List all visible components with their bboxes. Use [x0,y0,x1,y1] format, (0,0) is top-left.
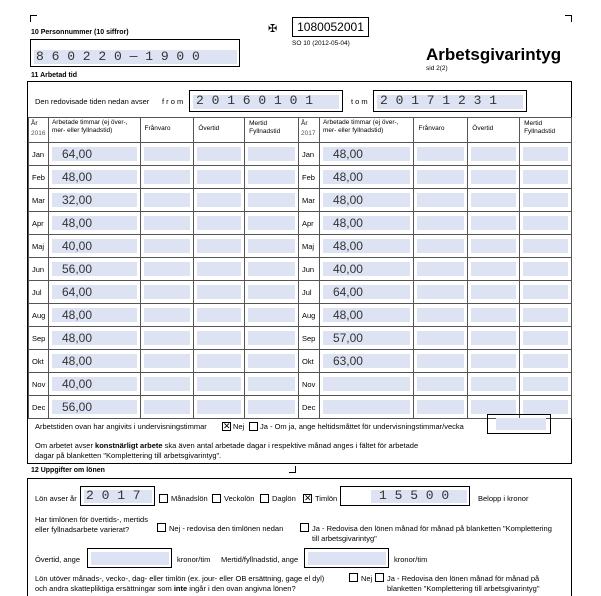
table-row [29,304,299,327]
q2-line2: och andra skattepliktiga ersättningar som inte ingår i den ovan angivna lönen? [35,584,296,593]
hourly-salary-checkbox[interactable]: ✕ [304,493,312,503]
hours-cell[interactable]: 48,00 [319,235,414,258]
absence-cell[interactable] [414,350,468,373]
month-label: Apr [29,212,49,235]
teaching-text: Arbetstiden ovan har angivits i undervisningstimmar [35,422,207,431]
year-2017: 2017 [301,129,316,137]
overtime-cell[interactable] [194,212,245,235]
corner-mark-bottom [289,466,296,473]
artistic-work-text-line2: dagar på blanketten "Komplettering till arbetsgivarintyg". [35,451,222,460]
table-row [29,373,299,396]
absence-cell[interactable] [140,258,194,281]
teaching-hours-highlight [496,418,546,430]
hours-cell[interactable]: 48,00 [319,166,414,189]
q1-nej-checkbox[interactable] [157,523,166,532]
teaching-nej-label: Nej [233,422,245,431]
overtime-rate-label: Övertid, ange [35,555,81,564]
hours-cell[interactable]: 56,00 [48,258,140,281]
extra-time-cell[interactable] [245,327,299,350]
absence-cell[interactable] [414,373,468,396]
q2-ja-checkbox[interactable] [375,573,384,582]
teaching-hours-field[interactable] [487,414,551,434]
extra-time-cell[interactable] [520,304,572,327]
absence-cell[interactable] [140,166,194,189]
month-label: Nov [29,373,49,396]
table-row [29,166,299,189]
absence-cell[interactable] [414,258,468,281]
table-row [299,373,572,396]
weekly-salary-checkbox[interactable] [212,494,221,503]
hours-cell[interactable]: 48,00 [48,327,140,350]
month-label: Maj [29,235,49,258]
absence-header: Frånvaro [414,118,468,143]
extra-time-cell[interactable] [520,212,572,235]
table-row [299,327,572,350]
hours-cell[interactable]: 48,00 [319,143,414,166]
absence-header: Frånvaro [140,118,194,143]
absence-cell[interactable] [140,350,194,373]
absence-cell[interactable] [414,396,468,419]
hours-cell[interactable]: 48,00 [319,212,414,235]
absence-cell[interactable] [414,189,468,212]
hours-cell[interactable]: 32,00 [48,189,140,212]
overtime-cell[interactable] [468,350,520,373]
overtime-rate-highlight [91,552,169,565]
overtime-cell[interactable] [194,235,245,258]
teaching-nej-checkbox[interactable]: ✕ [223,421,231,431]
overtime-cell[interactable] [194,281,245,304]
table-row [299,304,572,327]
amount-field[interactable] [340,486,470,506]
absence-cell[interactable] [140,143,194,166]
extra-time-cell[interactable] [520,166,572,189]
absence-cell[interactable] [140,235,194,258]
extra-time-header: Mertid Fyllnadstid [245,118,299,143]
extra-time-cell[interactable] [245,258,299,281]
month-label: Aug [29,304,49,327]
month-label: Jul [29,281,49,304]
document-number: 1080052001 [297,20,364,34]
extra-time-cell[interactable] [245,373,299,396]
month-label: Mar [299,189,320,212]
daily-salary-label: Daglön [272,494,296,503]
overtime-cell[interactable] [468,189,520,212]
to-date-field[interactable] [373,90,527,112]
hours-cell[interactable]: 48,00 [319,189,414,212]
month-label: Jun [29,258,49,281]
month-label: Nov [299,373,320,396]
overtime-header: Övertid [468,118,520,143]
teaching-ja-checkbox[interactable] [249,422,258,431]
overtime-cell[interactable] [468,258,520,281]
q1-ja-label-line2: till arbetsgivarintyg" [312,534,377,543]
month-label: Jan [29,143,49,166]
to-date-value: 2 0 1 7 1 2 3 1 [380,93,498,108]
corner-mark-top-left [30,15,37,22]
to-label: t o m [351,97,368,106]
extra-time-cell[interactable] [520,235,572,258]
absence-cell[interactable] [414,143,468,166]
q2-line1: Lön utöver månads-, vecko-, dag- eller timlön (ex. jour- eller OB ersättning, gage el dyl) [35,574,325,583]
extra-time-cell[interactable] [520,281,572,304]
extra-time-cell[interactable] [245,212,299,235]
extra-time-cell[interactable] [245,350,299,373]
table-row [299,258,572,281]
overtime-cell[interactable] [194,304,245,327]
overtime-cell[interactable] [194,166,245,189]
table-row [299,166,572,189]
extra-time-cell[interactable] [245,281,299,304]
overtime-cell[interactable] [468,373,520,396]
table-row [299,212,572,235]
extra-time-cell[interactable] [520,373,572,396]
weekly-salary-label: Veckolön [224,494,255,503]
extra-time-cell[interactable] [245,166,299,189]
personnummer-field[interactable] [30,39,240,67]
table-row [29,258,299,281]
form-title: Arbetsgivarintyg [426,45,562,64]
hours-cell[interactable]: 56,00 [48,396,140,419]
extra-time-cell[interactable] [520,350,572,373]
q1-ja-checkbox[interactable] [300,523,309,532]
overtime-cell[interactable] [468,143,520,166]
overtime-rate-field[interactable] [87,548,172,568]
month-label: Aug [299,304,320,327]
overtime-cell[interactable] [194,143,245,166]
month-label: Mar [29,189,49,212]
year-header: År 2017 [299,118,320,143]
month-label: Sep [29,327,49,350]
table-row [299,143,572,166]
q1-nej-label: Nej - redovisa den timlönen nedan [169,524,284,533]
hours-table-2016 [28,117,299,419]
overtime-header: Övertid [194,118,245,143]
table-row [29,235,299,258]
salary-year-label: Lön avser år [35,494,77,503]
extra-rate-label: Mertid/fyllnadstid, ange [221,555,299,564]
table-row [29,212,299,235]
absence-cell[interactable] [140,304,194,327]
overtime-cell[interactable] [468,304,520,327]
daily-salary-checkbox[interactable] [260,494,269,503]
extra-time-cell[interactable] [245,304,299,327]
table-row [299,350,572,373]
hours-cell[interactable]: 48,00 [48,212,140,235]
month-label: Feb [299,166,320,189]
hours-cell[interactable]: 48,00 [48,304,140,327]
overtime-rate-unit: kronor/tim [177,555,211,564]
hourly-salary-label: Timlön [315,494,338,503]
extra-time-cell[interactable] [245,189,299,212]
extra-time-cell[interactable] [520,189,572,212]
month-label: Jan [299,143,320,166]
table-row [299,281,572,304]
table-row [299,189,572,212]
hours-header: Arbetade timmar (ej över-, mer- eller fyllnadstid) [319,118,414,143]
extra-rate-unit: kronor/tim [394,555,428,564]
amount-label: Belopp i kronor [478,494,529,503]
period-text: Den redovisade tiden nedan avser [35,97,150,106]
overtime-cell[interactable] [194,350,245,373]
section-10-label: 10 Personnummer (10 siffror) [31,29,129,36]
absence-cell[interactable] [140,396,194,419]
month-label: Apr [299,212,320,235]
year-header: År 2016 [29,118,49,143]
personnummer-value: 8 6 0 2 2 0 — 1 9 0 0 [36,49,200,64]
extra-time-cell[interactable] [245,235,299,258]
hours-cell[interactable]: 40,00 [48,373,140,396]
section-12-label: 12 Uppgifter om lönen [31,467,105,474]
table-row [29,396,299,419]
absence-cell[interactable] [140,212,194,235]
hours-cell[interactable] [319,396,414,419]
month-label: Okt [29,350,49,373]
table-row [29,281,299,304]
absence-cell[interactable] [414,212,468,235]
monthly-salary-checkbox[interactable] [159,494,168,503]
flag-icon: ✠ [268,23,278,35]
overtime-cell[interactable] [468,212,520,235]
absence-cell[interactable] [414,281,468,304]
extra-rate-field[interactable] [304,548,389,568]
extra-time-cell[interactable] [520,327,572,350]
artistic-work-text: Om arbetet avser konstnärligt arbete ska även antal arbetade dagar i respektive månad anges i fältet för arbetade [35,441,419,450]
overtime-cell[interactable] [468,327,520,350]
salary-year-value: 2 0 1 7 [86,488,141,503]
hours-cell[interactable]: 48,00 [48,166,140,189]
table-row [29,143,299,166]
month-label: Okt [299,350,320,373]
absence-cell[interactable] [140,189,194,212]
absence-cell[interactable] [414,235,468,258]
absence-cell[interactable] [414,327,468,350]
extra-time-cell[interactable] [245,396,299,419]
q1-ja-label: Ja - Redovisa den lönen månad för månad på blanketten "Komplettering [312,524,552,533]
absence-cell[interactable] [140,281,194,304]
extra-time-header: Mertid Fyllnadstid [520,118,572,143]
q2-ja-label: Ja - Redovisa den lönen månad för månad på [387,574,540,583]
q1-line1: Har timlönen för övertids-, mertids [35,515,148,524]
section-11-label: 11 Arbetad tid [31,72,78,79]
q2-ja-label-line2: blanketten "Komplettering till arbetsgivarintyg" [387,584,540,593]
hours-cell[interactable]: 64,00 [48,143,140,166]
extra-time-cell[interactable] [520,143,572,166]
overtime-cell[interactable] [468,166,520,189]
overtime-cell[interactable] [194,189,245,212]
hours-cell[interactable]: 57,00 [319,327,414,350]
month-label: Maj [299,235,320,258]
hours-cell[interactable]: 64,00 [48,281,140,304]
overtime-cell[interactable] [194,327,245,350]
overtime-cell[interactable] [468,235,520,258]
teaching-ja-label: Ja - Om ja, ange heltidsmåttet för undervisningstimmar/vecka [260,422,464,431]
from-label: f r o m [162,97,184,106]
hours-cell[interactable]: 48,00 [319,304,414,327]
from-date-value: 2 0 1 6 0 1 0 1 [196,93,314,108]
hours-cell[interactable]: 64,00 [319,281,414,304]
hours-cell[interactable]: 48,00 [48,350,140,373]
absence-cell[interactable] [414,304,468,327]
extra-rate-highlight [308,552,386,565]
month-label: Sep [299,327,320,350]
overtime-cell[interactable] [194,396,245,419]
table-row [29,327,299,350]
document-number-box [292,17,369,37]
q2-nej-checkbox[interactable] [349,573,358,582]
overtime-cell[interactable] [468,281,520,304]
absence-cell[interactable] [414,166,468,189]
month-label: Dec [299,396,320,419]
hours-cell[interactable]: 63,00 [319,350,414,373]
absence-cell[interactable] [140,373,194,396]
hours-header: Arbetade timmar (ej över-, mer- eller fyllnadstid) [48,118,140,143]
page-number: sid 2(2) [426,65,448,72]
month-label: Feb [29,166,49,189]
monthly-salary-label: Månadslön [171,494,208,503]
month-label: Jun [299,258,320,281]
from-date-field[interactable] [189,90,343,112]
absence-cell[interactable] [140,327,194,350]
form-code: SO 10 (2012-05-04) [292,40,350,47]
q1-line2: eller fyllnadsarbete varierat? [35,525,130,534]
table-row [299,235,572,258]
hours-cell[interactable]: 40,00 [48,235,140,258]
salary-year-field[interactable] [80,486,155,506]
table-row [29,189,299,212]
hours-table-2017 [298,117,572,419]
overtime-cell[interactable] [194,373,245,396]
table-row [29,350,299,373]
corner-mark-right [565,15,572,22]
extra-time-cell[interactable] [520,258,572,281]
q2-nej-label: Nej [361,574,373,583]
extra-time-cell[interactable] [245,143,299,166]
year-2016: 2016 [31,129,46,137]
amount-value: 1 5 5 0 0 [379,488,450,503]
overtime-cell[interactable] [194,258,245,281]
month-label: Jul [299,281,320,304]
month-label: Dec [29,396,49,419]
hours-cell[interactable] [319,373,414,396]
hours-cell[interactable]: 40,00 [319,258,414,281]
